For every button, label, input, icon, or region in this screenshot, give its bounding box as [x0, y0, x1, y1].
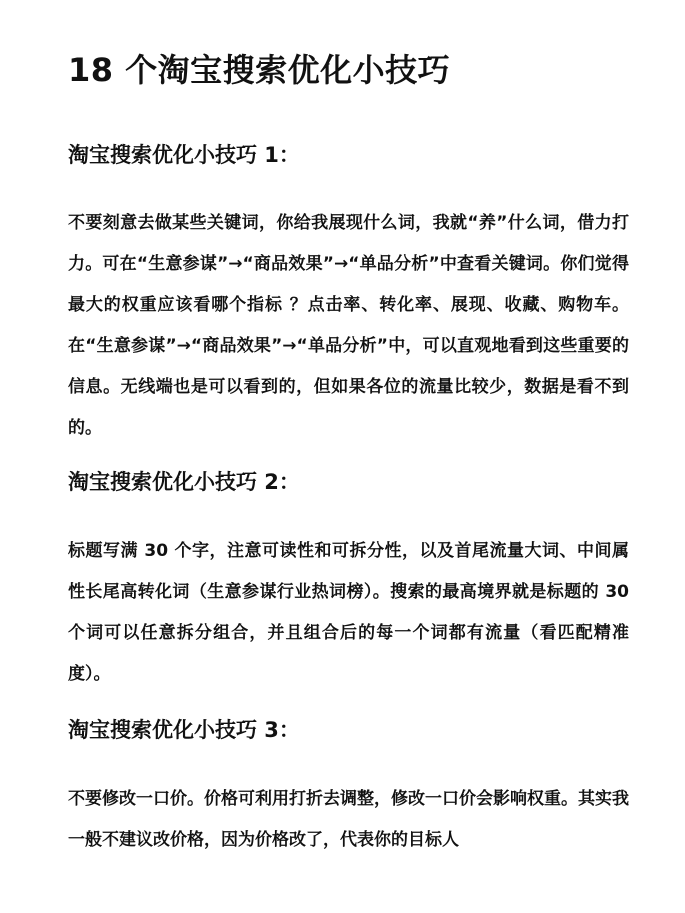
- section-heading-3: 淘宝搜索优化小技巧 3：: [68, 718, 300, 742]
- section-heading-2: 淘宝搜索优化小技巧 2：: [68, 470, 300, 494]
- page-title: 18 个淘宝搜索优化小技巧: [68, 51, 451, 89]
- section-paragraph-1: 不要刻意去做某些关键词，你给我展现什么词，我就“养”什么词，借力打力。可在“生意参谋”→“商品效果”→“单品分析”中查看关键词。你们觉得最大的权重应该看哪个指标 ？点击率、转化率、展现、收藏、购物车。在“生意参谋”→“商品效果”→“单品分析”中，可以直观地看到这些重要的信息。无线端也是可以看到的，但如果各位的流量比较少，数据是看不到的。: [68, 213, 629, 438]
- section-paragraph-3: 不要修改一口价。价格可利用打折去调整，修改一口价会影响权重。其实我一般不建议改价格，因为价格改了，代表你的目标人: [68, 789, 629, 850]
- section-paragraph-2: 标题写满 30 个字，注意可读性和可拆分性，以及首尾流量大词、中间属性长尾高转化词（生意参谋行业热词榜）。搜索的最高境界就是标题的 30 个词可以任意拆分组合，并且组合后的每一个词都有流量（看匹配精准度）。: [68, 541, 629, 684]
- section-heading-1: 淘宝搜索优化小技巧 1：: [68, 143, 300, 167]
